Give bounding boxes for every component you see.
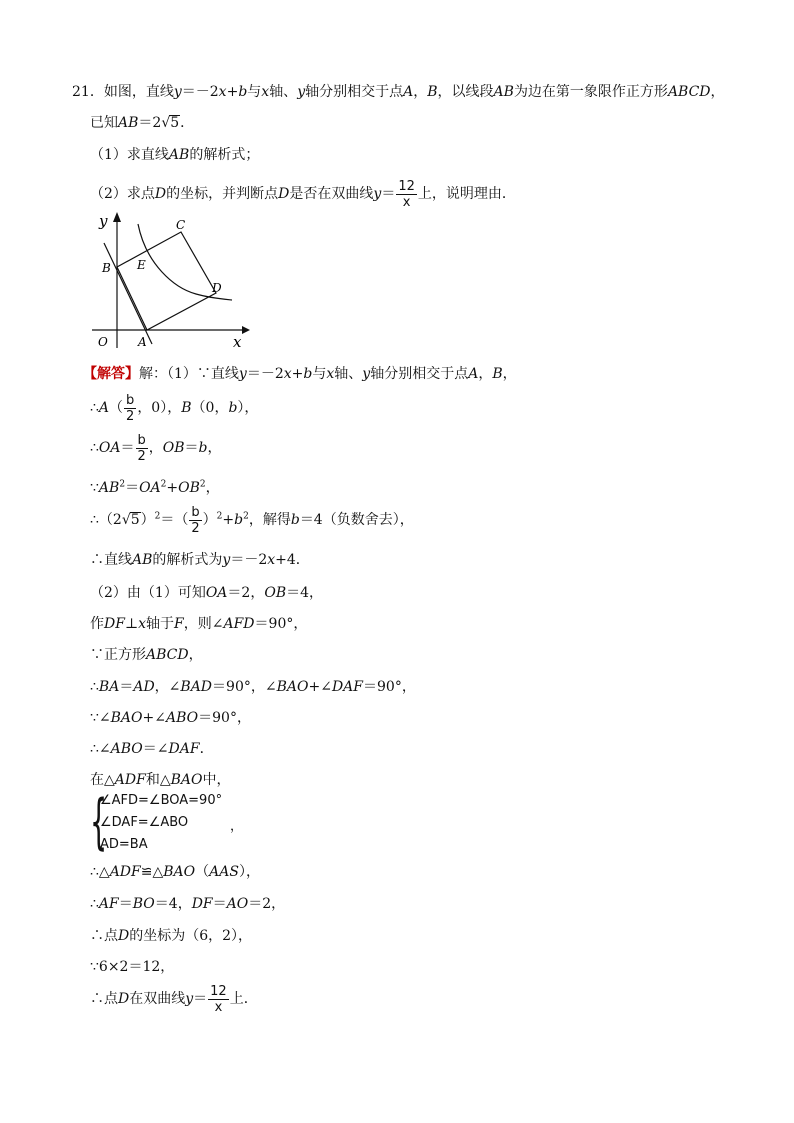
label-b: B	[102, 261, 111, 275]
label-o: O	[98, 335, 108, 349]
y-axis-arrow	[113, 212, 121, 222]
system-eq-1: ∠AFD=∠BOA=90°	[100, 793, 223, 808]
solution-line-12: ∴∠ABO＝∠DAF．	[90, 741, 214, 757]
label-d: D	[212, 281, 222, 295]
label-y-axis: y	[99, 212, 108, 230]
solution-line-1: 【解答】解：（1）∵直线y＝－2x+b与x轴、y轴分别相交于点A，B，	[83, 366, 517, 382]
x-axis-arrow	[242, 326, 250, 334]
fraction-b-over-2: $\frac{b}{2}$	[191, 504, 200, 536]
question-part-1: （1）求直线AB的解析式；	[90, 147, 260, 163]
solution-line-6: ∴直线AB的解析式为y＝－2x+4．	[90, 552, 310, 568]
geometry-figure	[88, 208, 258, 356]
solution-line-18: ∴点D在双曲线y＝ $\frac{12}{x}$ 上．	[90, 983, 258, 1015]
solution-line-10: ∴BA＝AD，∠BAD＝90°，∠BAO+∠DAF＝90°，	[90, 679, 416, 695]
system-comma: ，	[230, 819, 244, 834]
square-abcd	[117, 232, 216, 330]
solution-line-5: $\therefore(2√5)^2=$（ $\frac{b}{2}$ ）$^2+b^2$，解得b＝4（负数舍去），	[90, 504, 414, 536]
problem-statement-line1: 21．如图，直线y＝－2x+b与x轴、y轴分别相交于点A，B，以线段AB为边在第一象限作正方形ABCD，	[72, 84, 725, 100]
sqrt-symbol: √	[161, 115, 171, 131]
problem-statement-line2: 已知AB＝2√5．	[90, 115, 195, 131]
solution-line-14: ∴△ADF≌△BAO（AAS），	[90, 864, 260, 880]
system-eq-2: ∠DAF=∠ABO	[100, 815, 189, 830]
solution-line-7: （2）由（1）可知OA＝2，OB＝4，	[90, 585, 324, 601]
solution-line-16: ∴点D的坐标为（6，2），	[90, 928, 253, 944]
solution-line-15: ∴AF＝BO＝4，DF＝AO＝2，	[90, 896, 286, 912]
label-a: A	[138, 335, 147, 349]
question-part-2: （2）求点D的坐标，并判断点D是否在双曲线y＝ $\frac{12}{x}$ 上，说明理由．	[90, 178, 516, 210]
label-c: C	[176, 218, 186, 232]
label-e: E	[137, 258, 146, 272]
equation-system	[90, 787, 290, 857]
system-eq-3: AD=BA	[100, 837, 148, 852]
solution-line-17: ∵6×2＝12，	[90, 959, 175, 975]
answer-tag: 【解答】	[83, 366, 139, 382]
solution-line-3: ∴OA＝ $\frac{b}{2}$ ，OB＝b，	[90, 432, 222, 464]
problem-number: 21．	[72, 84, 104, 100]
solution-line-13: 在△ADF和△BAO中，	[90, 772, 231, 788]
solution-line-11: ∵∠BAO+∠ABO＝90°，	[90, 710, 251, 726]
fraction-b-over-2: $\frac{b}{2}$	[137, 432, 146, 464]
label-x-axis: x	[233, 333, 242, 351]
fraction-b-over-2: $\frac{b}{2}$	[126, 392, 135, 424]
solution-line-9: ∵正方形ABCD，	[90, 647, 203, 663]
solution-line-4: $\because AB^2=OA^2+OB^2$，	[90, 479, 220, 496]
solution-line-8: 作DF⊥x轴于F，则∠AFD＝90°，	[90, 616, 308, 632]
fraction-12-over-x: $\frac{12}{x}$	[398, 178, 415, 210]
sqrt-symbol: √	[121, 512, 131, 528]
solution-line-2: ∴A（ $\frac{b}{2}$ ，0），B（0，b），	[90, 392, 259, 424]
left-brace: {	[90, 787, 108, 857]
fraction-12-over-x: $\frac{12}{x}$	[210, 983, 227, 1015]
